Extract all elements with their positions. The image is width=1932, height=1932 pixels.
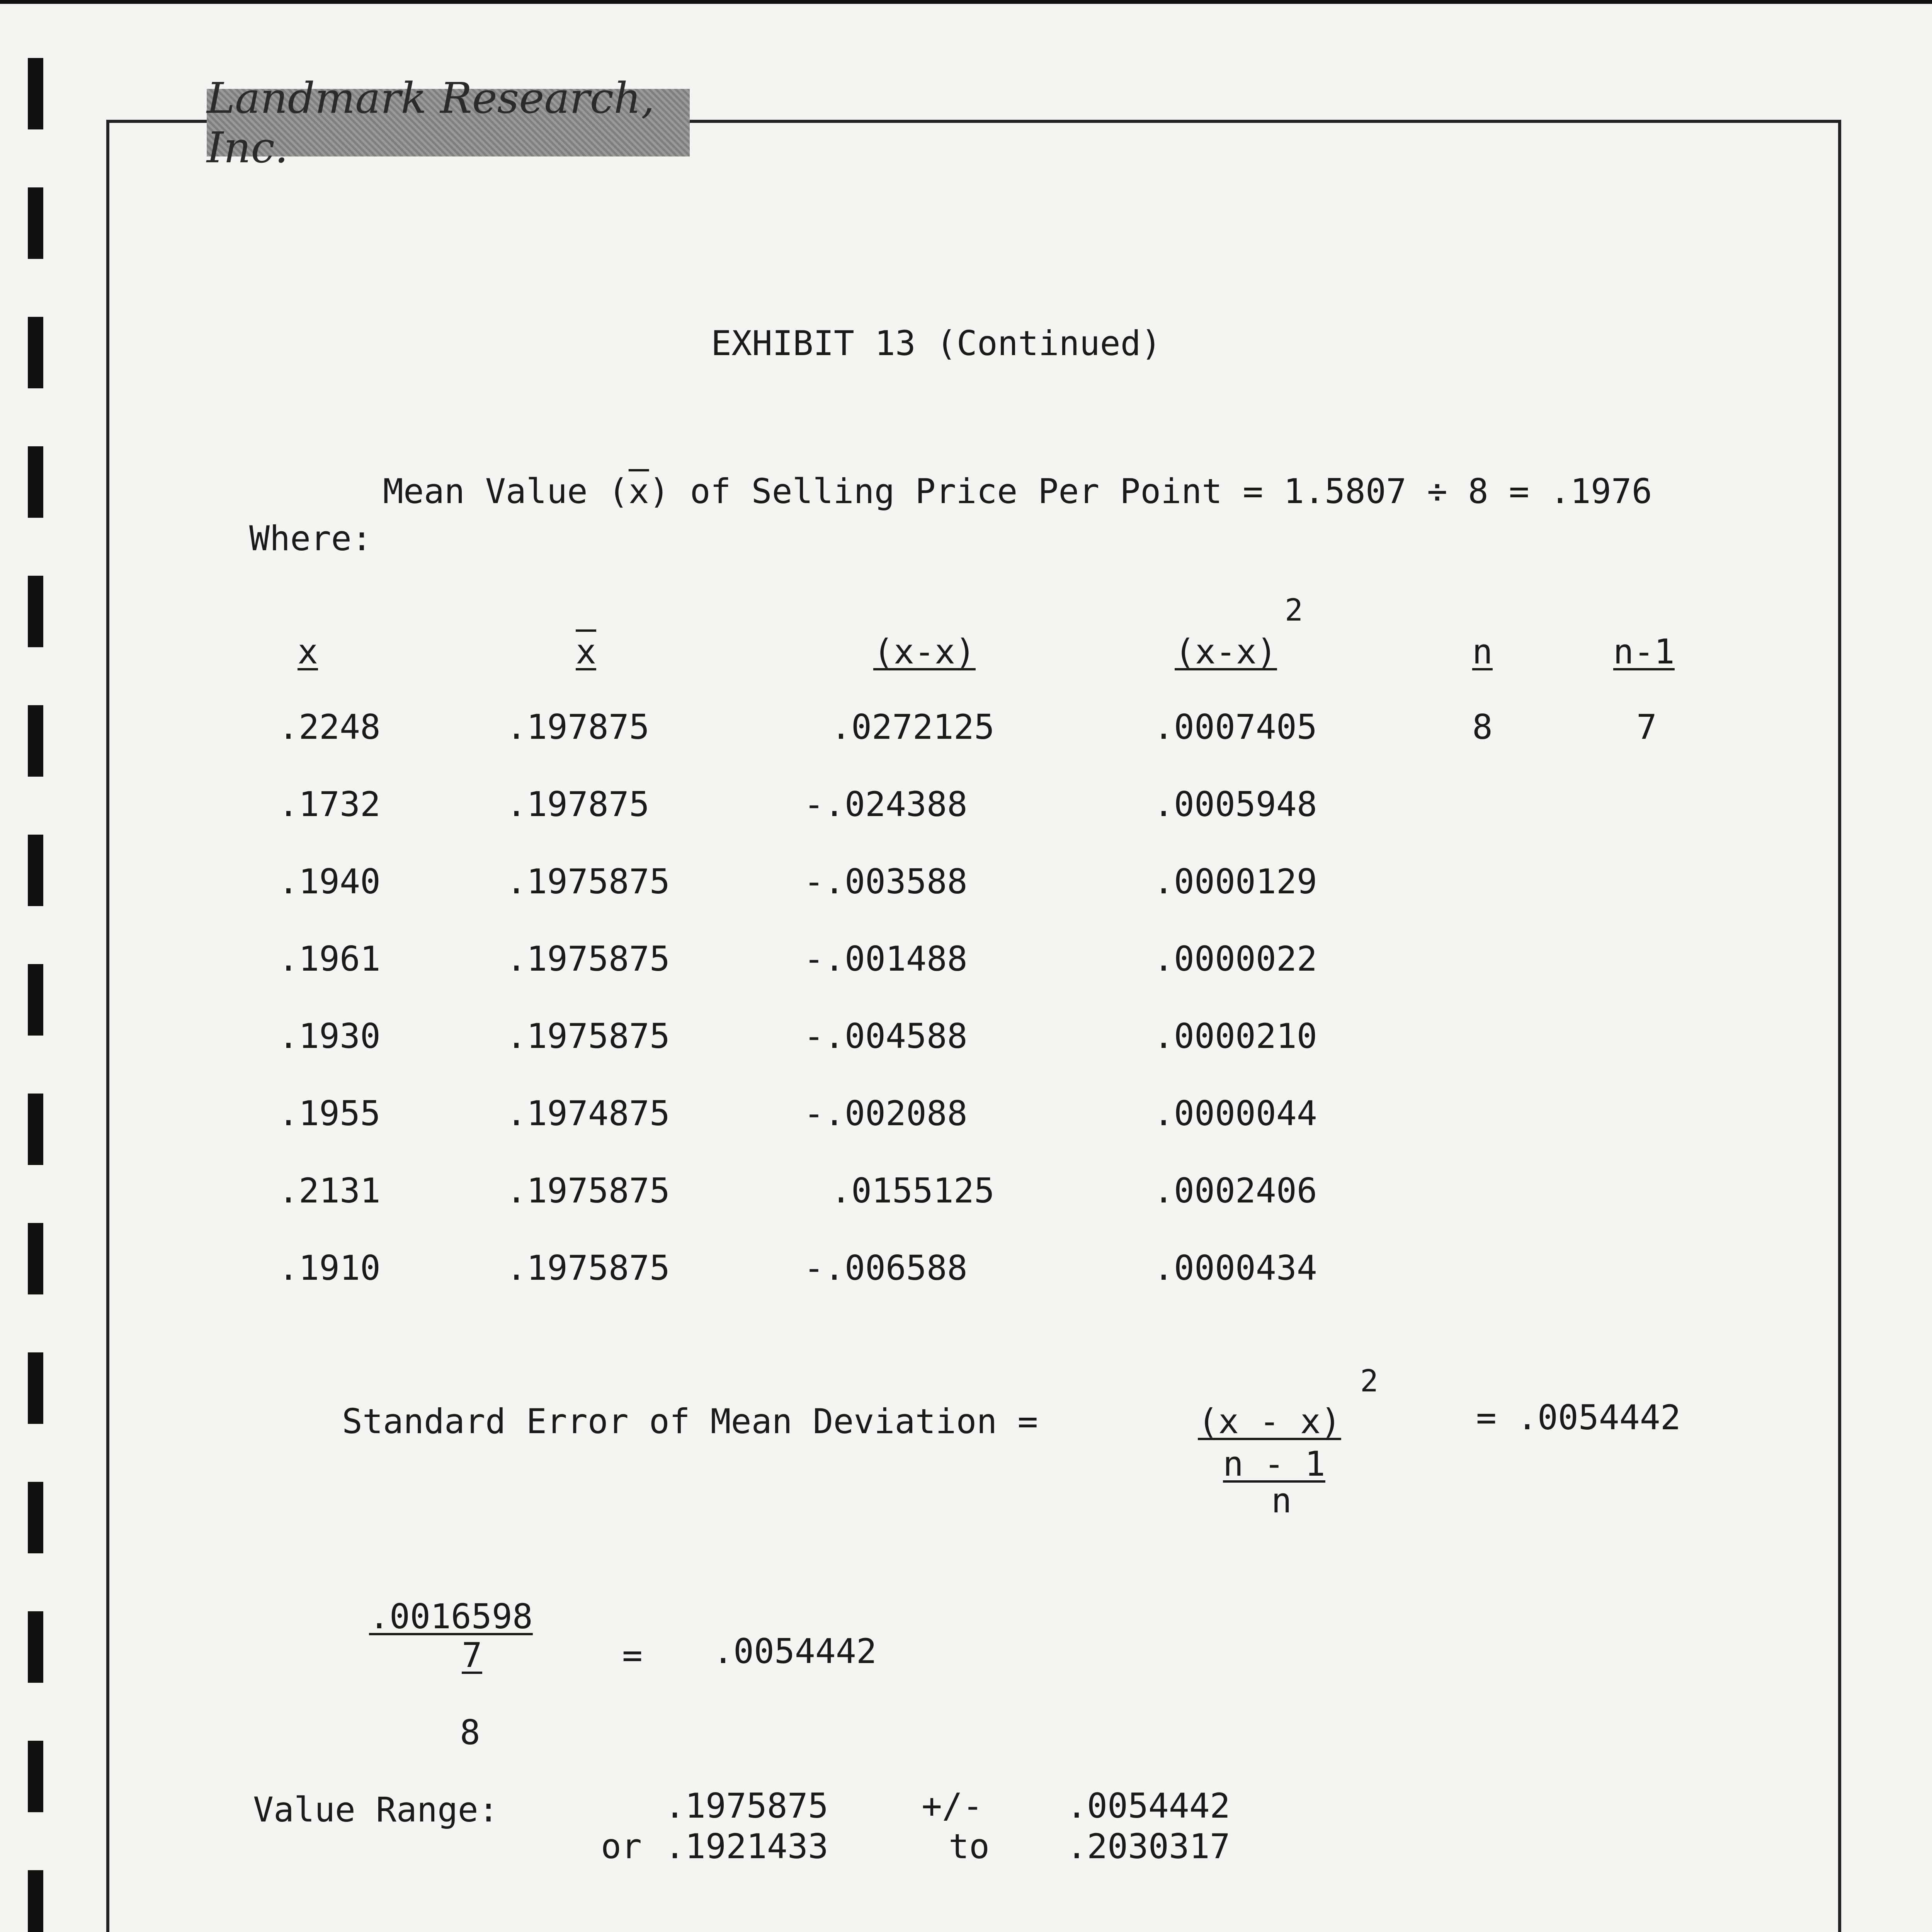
- binding-hole: [28, 446, 43, 518]
- header-x: x: [298, 632, 318, 672]
- value-range-low: .1921433: [665, 1827, 828, 1866]
- cell-squared-deviation: .0007405: [1153, 707, 1317, 747]
- cell-deviation: -.006588: [804, 1248, 968, 1288]
- header-squared-deviation: (x-x): [1175, 632, 1277, 672]
- cell-x: .2248: [278, 707, 381, 747]
- calc-middle: 7: [462, 1635, 482, 1675]
- header-x-bar: x: [576, 632, 596, 672]
- cell-deviation: -.001488: [804, 939, 968, 979]
- cell-x-bar: .1975875: [506, 939, 670, 979]
- binding-hole: [28, 1870, 43, 1932]
- header-squared-exponent: 2: [1285, 593, 1303, 628]
- mean-label: Mean Value (: [383, 471, 629, 511]
- calc-equals: =: [622, 1635, 643, 1675]
- binding-hole: [28, 1611, 43, 1683]
- binding-holes: [28, 58, 46, 1932]
- cell-deviation: -.004588: [804, 1016, 968, 1056]
- cell-x: .1910: [278, 1248, 381, 1288]
- cell-deviation: -.024388: [804, 784, 968, 824]
- binding-hole: [28, 1741, 43, 1812]
- value-range-high: .2030317: [1066, 1827, 1230, 1866]
- x-bar-symbol: $\overline{x}$: [628, 471, 649, 511]
- binding-hole: [28, 1352, 43, 1424]
- cell-x-bar: .1975875: [506, 862, 670, 901]
- where-label: Where:: [249, 519, 372, 558]
- header-n-minus-1: n-1: [1613, 632, 1675, 672]
- mean-label-rest: ) of Selling Price Per Point = 1.5807 ÷ 8 = .1976: [649, 471, 1652, 511]
- cell-deviation: -.002088: [804, 1094, 968, 1133]
- calc-denominator: 8: [460, 1713, 480, 1752]
- mean-value-line: [342, 440, 1652, 509]
- binding-hole: [28, 58, 43, 129]
- value-range-or: or: [601, 1827, 642, 1866]
- cell-x: .1955: [278, 1094, 381, 1133]
- std-error-label: Standard Error of Mean Deviation =: [342, 1401, 1038, 1441]
- cell-squared-deviation: .0000044: [1153, 1094, 1317, 1133]
- cell-squared-deviation: .0002406: [1153, 1171, 1317, 1211]
- calc-result: .0054442: [713, 1631, 877, 1671]
- cell-x-bar: .1975875: [506, 1248, 670, 1288]
- value-range-center: .1975875: [665, 1786, 828, 1826]
- cell-n-minus-1: 7: [1636, 707, 1657, 747]
- cell-deviation: .0272125: [831, 707, 995, 747]
- cell-x-bar: .1974875: [506, 1094, 670, 1133]
- binding-hole: [28, 835, 43, 906]
- cell-x-bar: .1975875: [506, 1016, 670, 1056]
- cell-n: 8: [1472, 707, 1493, 747]
- calc-numerator: .0016598: [369, 1597, 533, 1636]
- std-error-denominator: n: [1271, 1481, 1292, 1520]
- cell-x: .1940: [278, 862, 381, 901]
- cell-deviation: .0155125: [831, 1171, 995, 1211]
- std-error-middle: n - 1: [1223, 1444, 1325, 1484]
- std-error-exponent: 2: [1360, 1364, 1378, 1399]
- value-range-to: to: [949, 1827, 990, 1866]
- cell-squared-deviation: .0000129: [1153, 862, 1317, 901]
- binding-hole: [28, 705, 43, 777]
- cell-squared-deviation: .0005948: [1153, 784, 1317, 824]
- value-range-plus-minus: +/-: [922, 1786, 983, 1826]
- company-logo: Landmark Research, Inc.: [207, 89, 690, 156]
- cell-x-bar: .197875: [506, 707, 650, 747]
- cell-x: .1961: [278, 939, 381, 979]
- binding-hole: [28, 1482, 43, 1553]
- value-range-error: .0054442: [1066, 1786, 1230, 1826]
- value-range-label: Value Range:: [253, 1790, 499, 1830]
- cell-squared-deviation: .0000434: [1153, 1248, 1317, 1288]
- cell-deviation: -.003588: [804, 862, 968, 901]
- std-error-result: = .0054442: [1476, 1398, 1681, 1437]
- binding-hole: [28, 1223, 43, 1294]
- cell-x: .1732: [278, 784, 381, 824]
- binding-hole: [28, 187, 43, 259]
- cell-x: .2131: [278, 1171, 381, 1211]
- header-deviation: (x-x): [873, 632, 976, 672]
- cell-x: .1930: [278, 1016, 381, 1056]
- binding-hole: [28, 1094, 43, 1165]
- binding-hole: [28, 317, 43, 388]
- cell-x-bar: .197875: [506, 784, 650, 824]
- header-n: n: [1472, 632, 1493, 672]
- std-error-numerator: (x - x): [1198, 1401, 1341, 1441]
- binding-hole: [28, 576, 43, 647]
- cell-x-bar: .1975875: [506, 1171, 670, 1211]
- exhibit-title: EXHIBIT 13 (Continued): [711, 323, 1162, 363]
- cell-squared-deviation: .0000210: [1153, 1016, 1317, 1056]
- cell-squared-deviation: .0000022: [1153, 939, 1317, 979]
- binding-hole: [28, 964, 43, 1036]
- top-edge-line: [0, 0, 1932, 4]
